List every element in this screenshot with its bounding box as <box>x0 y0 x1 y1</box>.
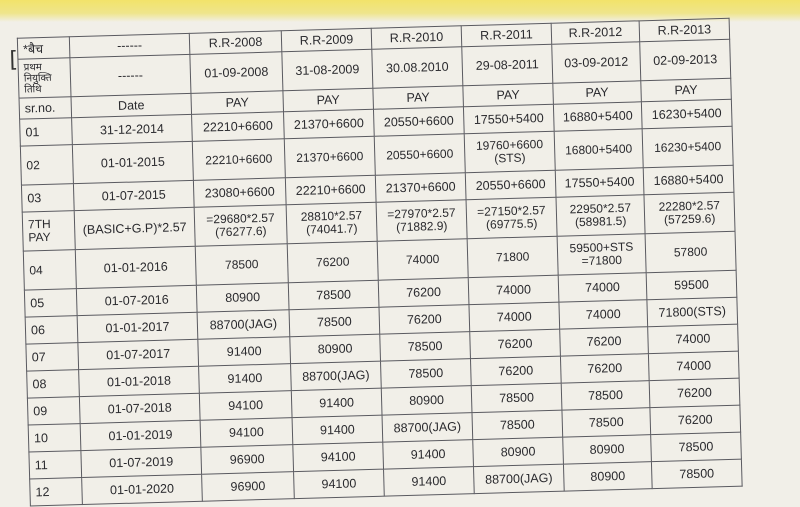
pay-cell: 96900 <box>201 445 294 475</box>
date-cell: (BASIC+G.P)*2.57 <box>74 207 195 249</box>
pay-cell: 78500 <box>561 381 650 410</box>
pay-cell: 80900 <box>473 437 564 467</box>
pay-cell: 80900 <box>290 334 381 364</box>
pay-cell: 22210+6600 <box>285 175 376 205</box>
pay-cell: 74000 <box>468 275 559 305</box>
pay-cell: 76200 <box>287 241 378 282</box>
sr-no-cell: 03 <box>21 184 74 212</box>
pay-cell: 88700(JAG) <box>473 464 564 494</box>
header-label: sr.no. <box>19 97 72 119</box>
pay-cell: 71800 <box>467 236 558 277</box>
pay-cell: =29680*2.57 (76277.6) <box>194 205 287 247</box>
pay-cell: 91400 <box>383 440 474 470</box>
sr-no-cell: 08 <box>27 370 80 398</box>
header-cell: PAY <box>191 91 284 115</box>
header-cell: 30.08.2010 <box>372 47 463 88</box>
date-cell: 01-01-2017 <box>77 312 198 342</box>
pay-cell: 59500 <box>646 270 737 300</box>
pay-cell: 76200 <box>560 354 649 383</box>
pay-cell: 76200 <box>470 356 561 386</box>
date-cell: 01-01-2018 <box>79 366 200 396</box>
date-cell: 01-07-2016 <box>76 285 197 315</box>
pay-cell: 80900 <box>563 435 652 464</box>
pay-cell: 23080+6600 <box>193 178 286 208</box>
header-date: ------ <box>69 33 190 57</box>
pen-mark: [ <box>9 47 19 73</box>
sr-no-cell: 07 <box>26 343 79 371</box>
pay-table <box>17 18 743 507</box>
header-date: ------ <box>70 54 191 96</box>
pay-cell: 78500 <box>288 280 379 310</box>
pay-cell: 16880+5400 <box>643 165 734 195</box>
pay-cell: 76200 <box>649 378 740 408</box>
pay-cell: 94100 <box>294 469 385 499</box>
sr-no-cell: 02 <box>20 145 73 185</box>
pay-cell: 91400 <box>199 364 292 394</box>
sr-no-cell: 10 <box>28 424 81 452</box>
header-cell: 31-08-2009 <box>282 49 373 90</box>
pay-cell: 94100 <box>200 418 293 448</box>
pay-cell: 74000 <box>559 300 648 329</box>
pay-cell: 80900 <box>381 386 472 416</box>
pay-cell: 74000 <box>469 302 560 332</box>
pay-cell: 20550+6600 <box>465 170 556 200</box>
header-cell: R.R-2010 <box>371 26 462 50</box>
sr-no-cell: 11 <box>29 451 82 479</box>
sr-no-cell: 05 <box>24 289 77 317</box>
pay-cell: 20550+6600 <box>374 134 465 175</box>
pay-cell: 21370+6600 <box>284 136 375 177</box>
sr-no-cell: 12 <box>30 478 83 506</box>
pay-cell: 94100 <box>199 391 292 421</box>
date-cell: 31-12-2014 <box>72 114 193 144</box>
pay-cell: 78500 <box>562 408 651 437</box>
pay-cell: 76200 <box>470 329 561 359</box>
pay-cell: 22280*2.57 (57259.6) <box>644 192 735 233</box>
date-cell: 01-01-2019 <box>80 420 201 450</box>
header-cell: R.R-2009 <box>281 28 372 52</box>
pay-cell: 76200 <box>560 327 649 356</box>
pay-cell: 22210+6600 <box>192 139 285 181</box>
paper-sheet <box>6 0 800 500</box>
header-cell: R.R-2011 <box>461 23 552 47</box>
pay-cell: 80900 <box>563 462 652 491</box>
date-cell: 01-07-2018 <box>79 393 200 423</box>
pay-cell: 88700(JAG) <box>382 413 473 443</box>
pay-cell: =27970*2.57 (71882.9) <box>376 200 467 241</box>
header-cell: PAY <box>463 83 554 107</box>
sr-no-cell: 06 <box>25 316 78 344</box>
pay-cell: 57800 <box>645 231 736 272</box>
date-cell: 01-01-2016 <box>75 246 196 288</box>
pay-cell: 76200 <box>379 305 470 335</box>
pay-cell: 78500 <box>195 244 288 286</box>
sr-no-cell: 7TH PAY <box>22 211 75 251</box>
pay-cell: 74000 <box>377 239 468 280</box>
pay-cell: 22210+6600 <box>192 112 285 142</box>
pay-cell: 76200 <box>378 278 469 308</box>
pay-cell: 78500 <box>380 332 471 362</box>
pay-cell: 91400 <box>292 415 383 445</box>
pay-cell: 91400 <box>198 337 291 367</box>
header-cell: PAY <box>641 78 732 102</box>
pay-cell: 96900 <box>202 472 295 502</box>
pay-cell: 16800+5400 <box>554 129 643 170</box>
pay-cell: 91400 <box>291 388 382 418</box>
pay-cell: 22950*2.57 (58981.5) <box>556 195 645 236</box>
header-date: Date <box>71 93 192 117</box>
pay-cell: 21370+6600 <box>284 109 375 139</box>
header-cell: 03-09-2012 <box>552 42 641 83</box>
pay-cell: 94100 <box>293 442 384 472</box>
pay-cell: 16880+5400 <box>553 102 642 131</box>
pay-cell: 16230+5400 <box>641 99 732 129</box>
sr-no-cell: 01 <box>20 118 73 146</box>
pay-cell: 19760+6600 (STS) <box>464 131 555 172</box>
pay-cell: =27150*2.57 (69775.5) <box>466 197 557 238</box>
date-cell: 01-01-2015 <box>72 141 193 183</box>
date-cell: 01-07-2017 <box>78 339 199 369</box>
pay-cell: 78500 <box>472 410 563 440</box>
header-cell: PAY <box>373 86 464 110</box>
pay-cell: 80900 <box>196 283 289 313</box>
pay-cell: 76200 <box>650 405 741 435</box>
header-cell: 02-09-2013 <box>640 39 731 80</box>
date-cell: 01-07-2019 <box>81 447 202 477</box>
pay-cell: 74000 <box>648 351 739 381</box>
header-cell: R.R-2012 <box>551 21 640 44</box>
pay-cell: 71800(STS) <box>647 297 738 327</box>
pay-cell: 16230+5400 <box>642 126 733 167</box>
header-cell: PAY <box>283 88 374 112</box>
date-cell: 01-01-2020 <box>82 474 203 504</box>
header-label: *बैच <box>17 37 70 59</box>
pay-cell: 88700(JAG) <box>291 361 382 391</box>
header-label: प्रथम नियुक्ति तिथि <box>18 58 71 98</box>
sr-no-cell: 04 <box>23 250 76 290</box>
pay-cell: 59500+STS =71800 <box>557 234 646 275</box>
pay-cell: 91400 <box>384 467 475 497</box>
pay-cell: 78500 <box>289 307 380 337</box>
pay-cell: 17550+5400 <box>555 168 644 197</box>
pay-cell: 21370+6600 <box>375 173 466 203</box>
pay-cell: 78500 <box>651 459 742 489</box>
pay-cell: 74000 <box>558 273 647 302</box>
pay-cell: 74000 <box>648 324 739 354</box>
sr-no-cell: 09 <box>27 397 80 425</box>
pay-cell: 78500 <box>381 359 472 389</box>
header-cell: 01-09-2008 <box>190 52 283 94</box>
header-cell: R.R-2008 <box>189 31 282 55</box>
pay-cell: 78500 <box>651 432 742 462</box>
header-cell: PAY <box>553 81 642 104</box>
header-cell: 29-08-2011 <box>462 44 553 85</box>
header-cell: R.R-2013 <box>639 18 730 42</box>
pay-cell: 20550+6600 <box>373 107 464 137</box>
pay-cell: 88700(JAG) <box>197 310 290 340</box>
date-cell: 01-07-2015 <box>73 180 194 210</box>
pay-cell: 28810*2.57 (74041.7) <box>286 202 377 243</box>
pay-cell: 78500 <box>471 383 562 413</box>
pay-cell: 17550+5400 <box>463 104 554 134</box>
